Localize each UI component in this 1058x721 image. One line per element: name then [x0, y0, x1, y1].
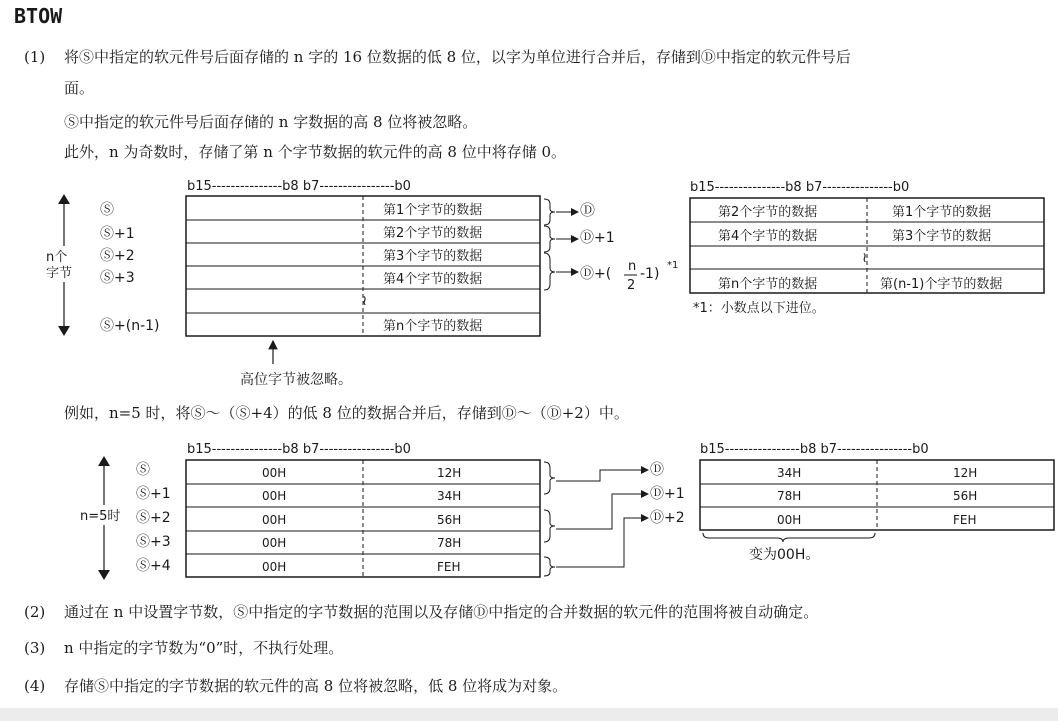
item-3-text: n 中指定的字节数为“0”时，不执行处理。	[64, 639, 344, 657]
d2-dst-label-1: Ⓓ+1	[650, 486, 685, 502]
d2-src-high-3: 00H	[262, 536, 287, 550]
d2-src-low-0: 12H	[437, 466, 462, 480]
d1-dst-high-0: 第2个字节的数据	[718, 205, 818, 220]
d1-src-row-2: 第3个字节的数据	[383, 249, 483, 264]
d1-dst-gap-mark: ≀	[862, 250, 868, 266]
d1-brace-1	[544, 226, 555, 252]
d1-dst-low-1: 第3个字节的数据	[892, 229, 992, 244]
example-sentence: 例如，n=5 时，将Ⓢ～（Ⓢ+4）的低 8 位的数据合并后，存储到Ⓓ～（Ⓓ+2）中。	[64, 404, 629, 422]
d2-brace-2	[544, 557, 555, 576]
d2-caption: 变为00H。	[749, 547, 820, 563]
d1-bit-header-left: b15---------------b8 b7----------------b0	[187, 179, 411, 194]
d1-src-row-1: 第2个字节的数据	[383, 226, 483, 241]
item-1-number: (1)	[24, 48, 46, 66]
d2-src-low-1: 34H	[437, 489, 462, 503]
item-1-line-3: Ⓢ中指定的软元件号后面存储的 n 字数据的高 8 位将被忽略。	[64, 113, 478, 131]
d2-arrow-0	[556, 470, 648, 481]
d1-footnote: *1：小数点以下进位。	[693, 301, 825, 316]
d1-dst-high-1: 第4个字节的数据	[718, 229, 818, 244]
item-4-text: 存储Ⓢ中指定的字节数据的软元件的高 8 位将被忽略，低 8 位将成为对象。	[64, 677, 568, 695]
d2-src-label-4: Ⓢ+4	[136, 558, 171, 574]
d2-src-low-4: FEH	[437, 560, 461, 574]
d2-src-high-0: 00H	[262, 466, 287, 480]
d2-src-high-1: 00H	[262, 489, 287, 503]
d2-arrow-2	[556, 518, 648, 567]
d2-caption-brace	[703, 533, 875, 542]
d2-dst-label-2: Ⓓ+2	[650, 510, 685, 526]
d1-dst-low-0: 第1个字节的数据	[892, 205, 992, 220]
d2-bit-header-left: b15---------------b8 b7----------------b0	[187, 442, 411, 457]
d1-size-label-2: 字节	[46, 266, 73, 281]
d1-src-label-0: Ⓢ	[100, 202, 114, 218]
d2-dst-high-1: 78H	[777, 489, 802, 503]
item-3	[24, 637, 343, 659]
item-2-text: 通过在 n 中设置字节数，Ⓢ中指定的字节数据的范围以及存储Ⓓ中指定的合并数据的软元件的范围将被自动确定。	[64, 603, 819, 621]
d2-dst-label-0: Ⓓ	[650, 462, 664, 478]
d2-dst-high-2: 00H	[777, 513, 802, 527]
d1-size-arrow-top	[58, 194, 70, 204]
d1-src-row-3: 第4个字节的数据	[383, 272, 483, 287]
d1-size-label-1: n个	[46, 250, 68, 265]
d1-src-row-0: 第1个字节的数据	[383, 203, 483, 218]
d2-src-label-1: Ⓢ+1	[136, 486, 171, 502]
item-2-number: (2)	[24, 603, 46, 621]
item-1-text: 将Ⓢ中指定的软元件号后面存储的 n 字的 16 位数据的低 8 位，以字为单位进行合并后，存储到Ⓓ中指定的软元件号后	[64, 48, 851, 66]
bottom-divider	[0, 708, 1058, 721]
item-4-number: (4)	[24, 677, 46, 695]
d2-src-label-2: Ⓢ+2	[136, 510, 171, 526]
page-title: BTOW	[14, 4, 63, 28]
item-1-line-4: 此外，n 为奇数时，存储了第 n 个字节数据的软元件的高 8 位中将存储 0。	[64, 143, 567, 161]
d1-brace-2	[544, 253, 555, 290]
d2-src-low-2: 56H	[437, 513, 462, 527]
d1-size-arrow-bottom	[58, 326, 70, 336]
d2-src-label-0: Ⓢ	[136, 462, 150, 478]
item-1-line-2: 面。	[64, 79, 95, 97]
d1-dst-frac-den: 2	[627, 278, 636, 293]
d2-arrow-1	[556, 494, 648, 529]
d1-dst-low-2: 第(n-1)个字节的数据	[880, 277, 1003, 292]
d1-ignored-caption: 高位字节被忽略。	[240, 372, 352, 388]
d1-dst-frac-num: n	[628, 259, 637, 274]
d1-src-label-1: Ⓢ+1	[100, 226, 135, 242]
d1-src-gap-mark: ≀	[362, 293, 368, 309]
d1-dst-label-2: Ⓓ+(	[580, 266, 612, 282]
d1-dst-high-2: 第n个字节的数据	[718, 277, 818, 292]
d2-src-high-2: 00H	[262, 513, 287, 527]
d1-dst-label-1: Ⓓ+1	[580, 230, 615, 246]
d2-dst-low-0: 12H	[953, 466, 978, 480]
d2-dst-low-2: FEH	[953, 513, 977, 527]
d2-bit-header-right: b15----------------b8 b7----------------b0	[700, 442, 929, 457]
item-3-number: (3)	[24, 639, 46, 657]
d1-dst-note-mark: *1	[667, 260, 679, 271]
d1-src-label-2: Ⓢ+2	[100, 248, 135, 264]
d1-bit-header-right: b15---------------b8 b7---------------b0	[690, 180, 910, 195]
d2-src-low-3: 78H	[437, 536, 462, 550]
d1-src-label-4: Ⓢ+(n-1)	[100, 318, 160, 334]
item-4	[24, 675, 567, 697]
d2-brace-0	[544, 462, 555, 494]
d1-brace-0	[544, 199, 555, 225]
d2-dst-low-1: 56H	[953, 489, 978, 503]
d1-src-label-3: Ⓢ+3	[100, 270, 135, 286]
d1-src-row-4: 第n个字节的数据	[383, 319, 483, 334]
d1-dst-label-0: Ⓓ	[580, 201, 596, 219]
d2-dst-high-0: 34H	[777, 466, 802, 480]
d2-src-label-3: Ⓢ+3	[136, 534, 171, 550]
d1-dst-tail: -1)	[640, 266, 660, 282]
item-2	[24, 601, 818, 623]
d2-size-label: n=5时	[80, 509, 121, 524]
d2-brace-1	[544, 510, 555, 542]
d2-src-high-4: 00H	[262, 560, 287, 574]
